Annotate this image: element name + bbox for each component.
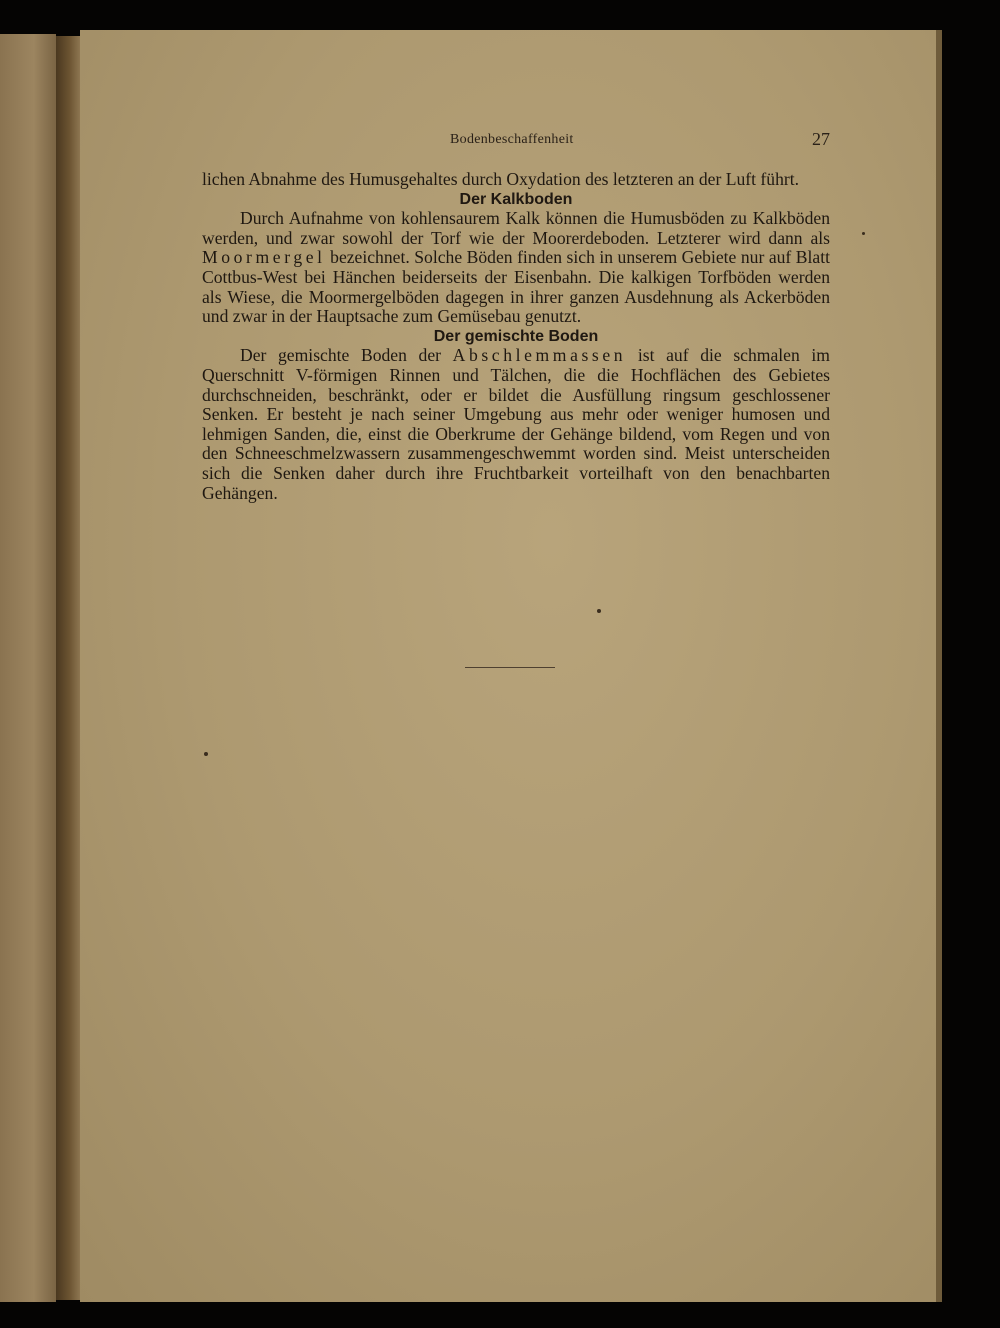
section-end-rule — [465, 667, 555, 668]
spaced-term: Moormergel — [202, 247, 326, 268]
paragraph-gemischter-boden — [202, 346, 830, 503]
facing-page-edge — [0, 34, 56, 1302]
continuation-paragraph: lichen Abnahme des Humusgehaltes durch Oxydation des letzteren an der Luft führt. — [202, 169, 800, 189]
paragraph-text: Der gemischte Boden der — [240, 345, 442, 366]
paper-speck — [862, 232, 865, 235]
running-title: Bodenbeschaffenheit — [450, 132, 574, 147]
page-text — [202, 170, 830, 503]
page-fore-edge — [936, 30, 942, 1302]
paper-speck — [204, 752, 208, 756]
section-heading-gemischter-boden: Der gemischte Boden — [433, 327, 599, 345]
spaced-term: Abschlemmassen — [452, 345, 627, 366]
section-heading-kalkboden: Der Kalkboden — [459, 190, 573, 208]
paragraph-text: bezeichnet. Solche Böden finden sich in unserem Gebiete nur auf Blatt Cottbus-West bei Hänchen beiderseits der Eisenbahn. Die kalkigen Torfböden werden als Wiese, die Moormergelböden dagegen in ihrer ganzen Ausdehnung als Ackerböden und zwar in der Hauptsache zum Gemüsebau genutzt. — [202, 247, 830, 327]
paragraph-kalkboden — [202, 209, 830, 327]
paragraph-text: ist auf die schmalen im Querschnitt V-förmigen Rinnen und Tälchen, die die Hochflächen des Gebietes durchschneiden, beschränkt, oder er bildet die Ausfüllung ringsum geschlossener Senken. Er besteht je nach seiner Umgebung aus mehr oder weniger humosen und lehmigen Sanden, die, einst die Oberkrume der Gehänge bildend, vom Regen und von den Schneeschmelzwassern zusammengeschwemmt worden sind. Meist unterscheiden sich die Senken daher durch ihre Fruchtbarkeit vorteilhaft von den benachbarten Gehängen. — [202, 345, 830, 503]
paper-speck — [597, 609, 601, 613]
paragraph-text: Durch Aufnahme von kohlensaurem Kalk können die Humusböden zu Kalkböden werden, und zwar sowohl der Torf wie der Moorerdeboden. Letzterer wird dann als — [202, 208, 830, 248]
book-gutter — [56, 36, 80, 1300]
page-number: 27 — [812, 129, 830, 149]
